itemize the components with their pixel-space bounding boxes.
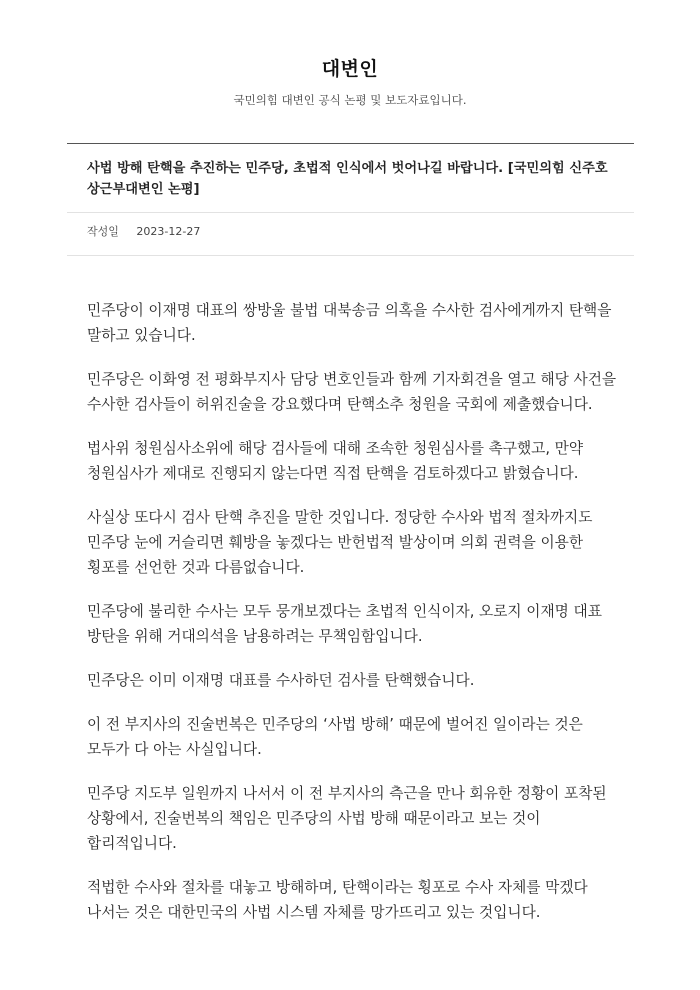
post-meta (87, 223, 200, 239)
paragraph: 민주당에 불리한 수사는 모두 뭉개보겠다는 초법적 인식이자, 오로지 이재명 대표 방탄을 위해 거대의석을 남용하려는 무책임함입니다. (87, 603, 602, 645)
paragraph: 적법한 수사와 절차를 대놓고 방해하며, 탄핵이라는 횡포로 수사 자체를 막겠다 나서는 것은 대한민국의 사법 시스템 자체를 망가뜨리고 있는 것입니다. (87, 879, 588, 921)
paragraph: 이 전 부지사의 진술번복은 민주당의 ‘사법 방해’ 때문에 벌어진 일이라는 것은 모두가 다 아는 사실입니다. (87, 716, 583, 758)
paragraph: 민주당은 이화영 전 평화부지사 담당 변호인들과 함께 기자회견을 열고 해당 사건을 수사한 검사들이 허위진술을 강요했다며 탄핵소추 청원을 국회에 제출했습니다. (87, 371, 617, 413)
paragraph: 사실상 또다시 검사 탄핵 추진을 말한 것입니다. 정당한 수사와 법적 절차까지도 민주당 눈에 거슬리면 훼방을 놓겠다는 반헌법적 발상이며 의회 권력을 이용한 횡포를 선언한 것과 다름없습니다. (87, 509, 593, 576)
paragraph: 민주당은 이미 이재명 대표를 수사하던 검사를 탄핵했습니다. (87, 672, 475, 689)
paragraph: 민주당이 이재명 대표의 쌍방울 불법 대북송금 의혹을 수사한 검사에게까지 탄핵을 말하고 있습니다. (87, 302, 612, 344)
site-subtitle: 국민의힘 대변인 공식 논평 및 보도자료입니다. (233, 93, 467, 107)
post-date: 2023-12-27 (136, 225, 201, 238)
paragraph: 민주당 지도부 일원까지 나서서 이 전 부지사의 측근을 만나 회유한 정황이 포착된 상황에서, 진술번복의 책임은 민주당의 사법 방해 때문이라고 보는 것이 합리적입니다. (87, 785, 607, 852)
date-label: 작성일 (87, 225, 119, 238)
site-title: 대변인 (321, 58, 379, 80)
site-header (0, 0, 700, 144)
paragraph: 법사위 청원심사소위에 해당 검사들에 대해 조속한 청원심사를 촉구했고, 만약 청원심사가 제대로 진행되지 않는다면 직접 탄핵을 검토하겠다고 밝혔습니다. (87, 440, 584, 482)
post-body (87, 298, 617, 944)
post-title: 사법 방해 탄핵을 추진하는 민주당, 초법적 인식에서 벗어나길 바랍니다. [국민의힘 신주호 상근부대변인 논평] (87, 161, 608, 197)
top-divider (67, 143, 634, 144)
title-divider (67, 212, 634, 213)
meta-divider (67, 255, 634, 256)
